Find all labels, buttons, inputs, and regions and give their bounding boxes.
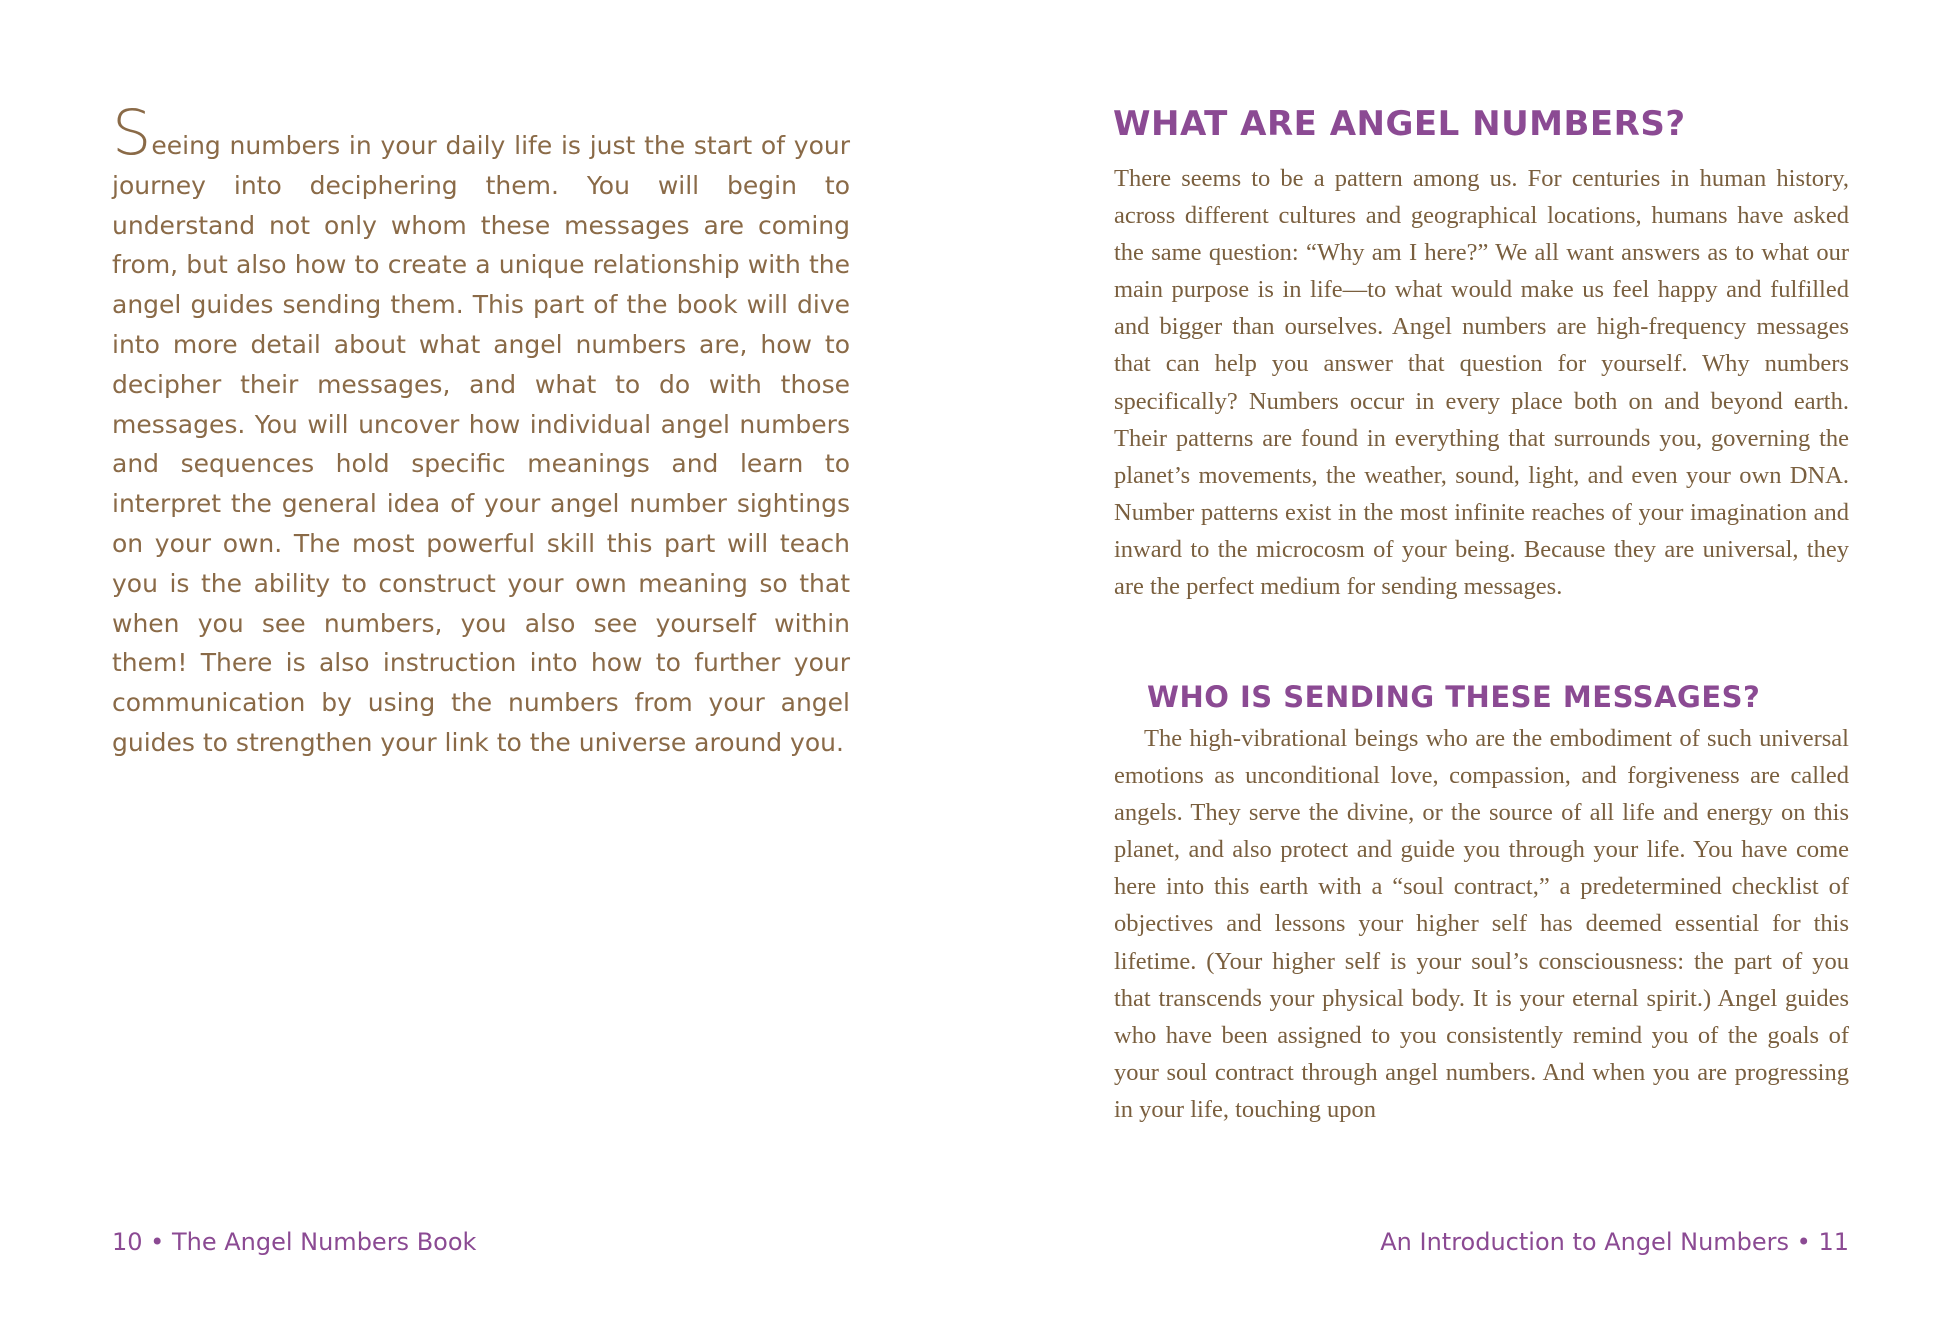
intro-paragraph [112, 96, 850, 763]
drop-cap: S [112, 96, 152, 169]
section-heading-who-is-sending: WHO IS SENDING THESE MESSAGES? [1147, 680, 1761, 714]
right-page [973, 0, 1946, 1327]
left-page-footer: 10 • The Angel Numbers Book [112, 1228, 477, 1256]
section-body-what-are-angel-numbers: There seems to be a pattern among us. For centuries in human history, across different cultures and geographical locations, humans have asked the same question: “Why am I here?” We all want answers as to what our main purpose is in life—to what would make us feel happy and fulfilled and bigger than ourselves. Angel numbers are high-frequency messages that can help you answer that question for yourself. Why numbers specifically? Numbers occur in every place both on and beyond earth. Their patterns are found in everything that surrounds you, governing the planet’s movements, the weather, sound, light, and even your own DNA. Number patterns exist in the most infinite reaches of your imagination and inward to the microcosm of your being. Because they are universal, they are the perfect medium for sending messages. [1114, 165, 1849, 601]
right-page-footer: An Introduction to Angel Numbers • 11 [1380, 1228, 1849, 1256]
section-body-who-is-sending: The high-vibrational beings who are the embodiment of such universal emotions as unconditional love, compassion, and forgiveness are called angels. They serve the divine, or the source of all life and energy on this planet, and also protect and guide you through your life. You have come here into this earth with a “soul contract,” a predetermined checklist of objectives and lessons your higher self has deemed essential for this lifetime. (Your higher self is your soul’s consciousness: the part of you that transcends your physical body. It is your eternal spirit.) Angel guides who have been assigned to you consistently remind you of the goals of your soul contract through angel numbers. And when you are progressing in your life, touching upon [1114, 725, 1849, 1123]
intro-text-body: eeing numbers in your daily life is just the start of your journey into deciphering them. You will begin to understand not only whom these messages are coming from, but also how to create a unique relationship with the angel guides sending them. This part of the book will dive into more detail about what angel numbers are, how to decipher their messages, and what to do with those messages. You will uncover how individual angel numbers and sequences hold specific meanings and learn to interpret the general idea of your angel number sightings on your own. The most powerful skill this part will teach you is the ability to construct your own meaning so that when you see numbers, you also see yourself within them! There is also instruction into how to further your communication by using the numbers from your angel guides to strengthen your link to the universe around you. [112, 131, 850, 757]
section-heading-what-are-angel-numbers: WHAT ARE ANGEL NUMBERS? [1113, 104, 1686, 144]
